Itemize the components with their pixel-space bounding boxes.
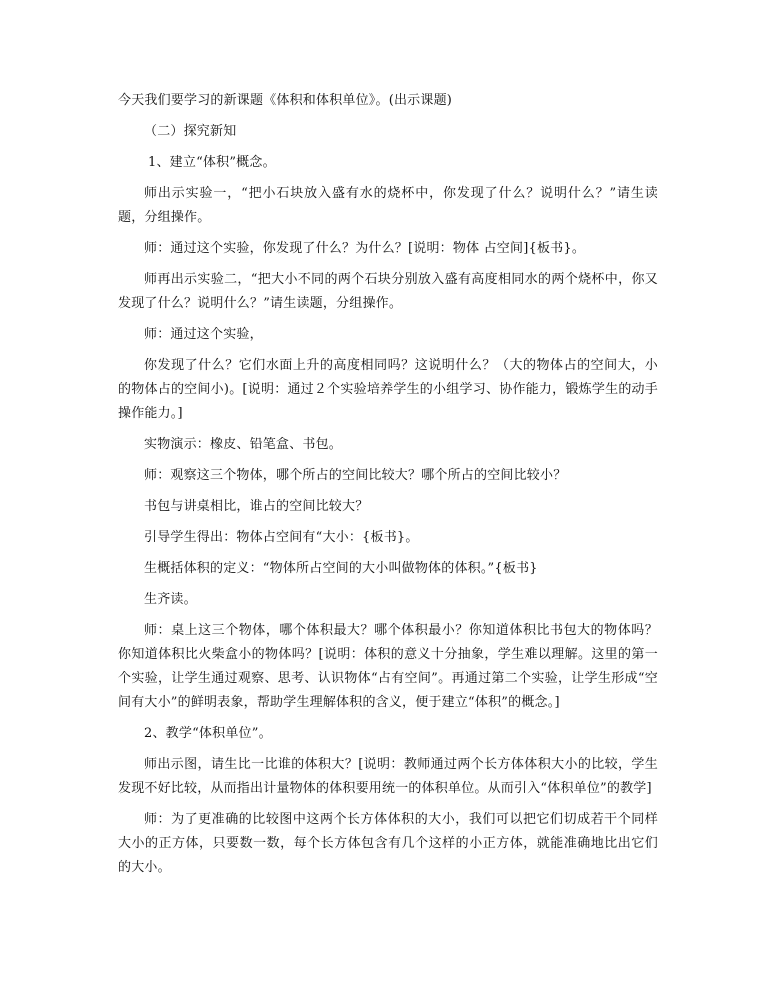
document-body [118, 89, 658, 880]
paragraph-observe-objects: 师：观察这三个物体，哪个所占的空间比较大？哪个所占的空间比较小？ [144, 468, 567, 483]
paragraph-volume-definition: 生概括体积的定义：“物体所占空间的大小叫做物体的体积。”{板书} [144, 561, 538, 576]
paragraph-read-together: 生齐读。 [144, 592, 197, 607]
paragraph-object-demo: 实物演示：橡皮、铅笔盒、书包。 [144, 437, 343, 452]
paragraph-guide-students: 引导学生得出：物体占空间有“大小：{板书}。 [144, 530, 419, 545]
paragraph-volume-questions: 师：桌上这三个物体，哪个体积最大？哪个体积最小？你知道体积比书包大的物体吗？你知道体积比火柴盒小的物体吗？[说明：体积的意义十分抽象，学生难以理解。这里的第一个实验，让学生通过观察、思考、认识物体“占有空间”。再通过第二个实验，让学生形成“空间有大小”的鲜明表象，帮助学生理解体积的含义，便于建立“体积”的概念。] [118, 623, 658, 710]
paragraph-compare-cuboids: 师出示图，请生比一比谁的体积大？[说明：教师通过两个长方体体积大小的比较，学生发现不好比较，从而指出计量物体的体积要用统一的体积单位。从而引入“体积单位”的教学] [118, 757, 658, 796]
paragraph-cut-into-cubes: 师：为了更准确的比较图中这两个长方体体积的大小，我们可以把它们切成若干个同样大小的正方体，只要数一数，每个长方体包含有几个这样的小正方体，就能准确地比出它们的大小。 [118, 812, 658, 875]
paragraph-lesson-title: 今天我们要学习的新课题《体积和体积单位》。(出示课题) [118, 93, 453, 108]
paragraph-experiment-two: 师再出示实验二，“把大小不同的两个石块分别放入盛有高度相同水的两个烧杯中，你又发现了什么？说明什么？”请生读题，分组操作。 [118, 272, 658, 311]
paragraph-experiment-one-question: 师：通过这个实验，你发现了什么？为什么？[说明：物体 占空间]{板书}。 [144, 241, 586, 256]
paragraph-experiment-two-explanation: 你发现了什么？它们水面上升的高度相同吗？这说明什么？（大的物体占的空间大，小的物体占的空间小)。[说明：通过２个实验培养学生的小组学习、协作能力，锻炼学生的动手操作能力。] [118, 358, 658, 421]
paragraph-experiment-one: 师出示实验一，“把小石块放入盛有水的烧杯中，你发现了什么？说明什么？”请生读题，分组操作。 [118, 186, 658, 225]
section-heading-explore: （二）探究新知 [144, 124, 237, 139]
subsection-heading-volume-concept: 1、建立“体积”概念。 [148, 155, 276, 170]
paragraph-compare-bag-desk: 书包与讲桌相比，谁占的空间比较大？ [144, 499, 369, 514]
paragraph-experiment-two-question: 师：通过这个实验， [144, 327, 263, 342]
subsection-heading-volume-units: 2、教学“体积单位”。 [144, 726, 272, 741]
